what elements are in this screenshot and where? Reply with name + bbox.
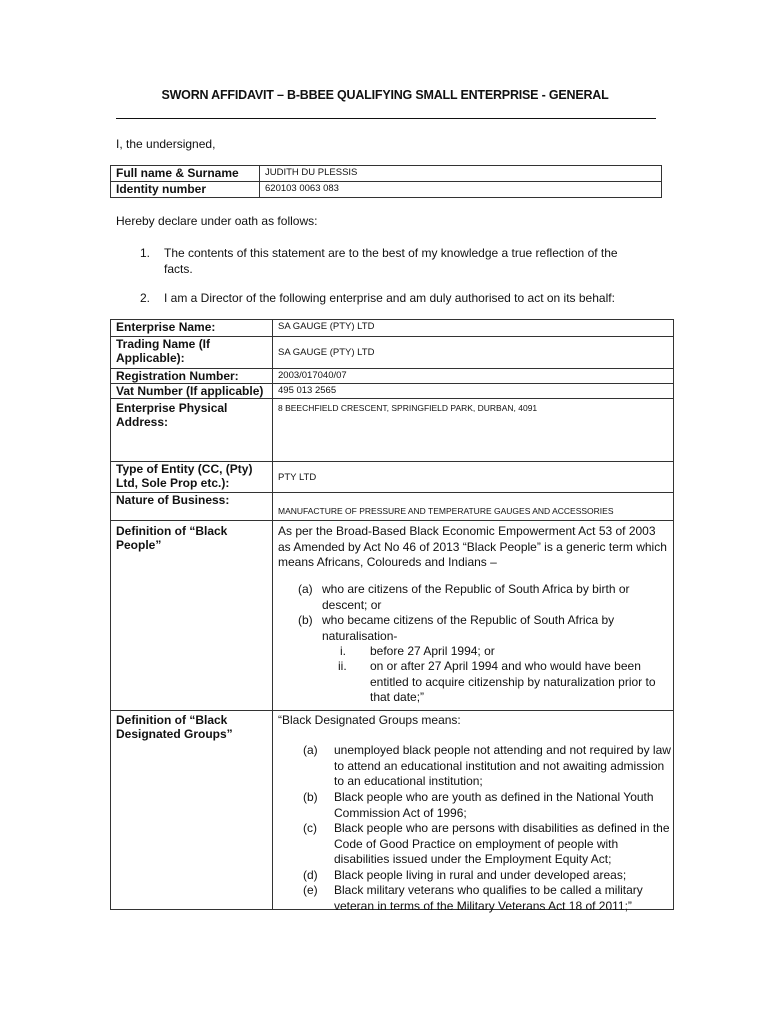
table-row [111, 711, 674, 910]
clause-b-text: who became citizens of the Republic of South Africa by naturalisation- [322, 613, 615, 643]
group-c-text: Black people who are persons with disabilities as defined in the Code of Good Practice on employment of people with disabilities issued under the Employment Equity Act; [334, 821, 670, 866]
designated-groups-intro: “Black Designated Groups means: [278, 713, 461, 727]
statement-number: 1. [140, 246, 151, 260]
black-people-intro: As per the Broad-Based Black Economic Empowerment Act 53 of 2003 as Amended by Act No 46 of 2013 “Black People” is a generic term which means Africans, Coloureds and Indians – [278, 524, 667, 569]
table-row [111, 320, 674, 337]
group-e-text: Black military veterans who qualifies to be called a military veteran in terms of the Military Veterans Act 18 of 2011;” [334, 883, 643, 913]
group-d-mark: (d) [303, 868, 318, 882]
full-name-label: Full name & Surname [111, 166, 260, 182]
enterprise-name-value: SA GAUGE (PTY) LTD [273, 320, 674, 337]
table-row [111, 182, 662, 198]
statement-text: I am a Director of the following enterprise and am duly authorised to act on its behalf: [164, 291, 615, 305]
group-b-mark: (b) [303, 790, 318, 804]
designated-groups-definition [273, 711, 674, 913]
vat-number-label: Vat Number (If applicable) [111, 384, 273, 399]
clause-a-text: who are citizens of the Republic of South Africa by birth or descent; or [322, 582, 630, 612]
enterprise-table [110, 319, 674, 913]
statement-text: The contents of this statement are to the best of my knowledge a true reflection of the facts. [164, 246, 618, 276]
registration-number-label: Registration Number: [111, 369, 273, 384]
table-row [111, 337, 674, 369]
group-e-mark: (e) [303, 883, 318, 897]
trading-name-value: SA GAUGE (PTY) LTD [273, 337, 674, 369]
table-row [111, 384, 674, 399]
table-row [111, 462, 674, 493]
identity-table [110, 165, 662, 198]
document-title: SWORN AFFIDAVIT – B-BBEE QUALIFYING SMALL ENTERPRISE - GENERAL [161, 88, 609, 102]
statement-2 [140, 291, 630, 309]
identity-number-value: 620103 0063 083 [260, 182, 662, 198]
entity-type-label: Type of Entity (CC, (Pty) Ltd, Sole Prop etc.): [111, 462, 273, 493]
subclause-i-text: before 27 April 1994; or [370, 644, 495, 658]
group-a-text: unemployed black people not attending and not required by law to attend an educational institution and not awaiting admission to an educational institution; [334, 743, 671, 788]
physical-address-label: Enterprise Physical Address: [111, 399, 273, 462]
subclause-i-mark: i. [340, 644, 346, 658]
table-row [111, 399, 674, 462]
table-row [111, 166, 662, 182]
black-people-label: Definition of “Black People” [111, 521, 273, 711]
nature-of-business-label: Nature of Business: [111, 493, 273, 521]
vat-number-value: 495 013 2565 [273, 384, 674, 399]
subclause-ii-mark: ii. [338, 659, 347, 673]
title-divider [116, 118, 656, 119]
enterprise-name-label: Enterprise Name: [111, 320, 273, 337]
table-row [111, 493, 674, 521]
statement-number: 2. [140, 291, 151, 305]
group-c-mark: (c) [303, 821, 317, 835]
entity-type-value: PTY LTD [273, 462, 674, 493]
group-a-mark: (a) [303, 743, 318, 757]
identity-number-label: Identity number [111, 182, 260, 198]
table-row [111, 521, 674, 711]
full-name-value: JUDITH DU PLESSIS [260, 166, 662, 182]
group-d-text: Black people living in rural and under developed areas; [334, 868, 627, 882]
registration-number-value: 2003/017040/07 [273, 369, 674, 384]
physical-address-value: 8 BEECHFIELD CRESCENT, SPRINGFIELD PARK, DURBAN, 4091 [273, 399, 674, 462]
clause-b-mark: (b) [298, 613, 313, 627]
clause-a-mark: (a) [298, 582, 313, 596]
table-row [111, 369, 674, 384]
subclause-ii-text: on or after 27 April 1994 and who would have been entitled to acquire citizenship by naturalization prior to that date;” [370, 659, 656, 704]
nature-of-business-value: MANUFACTURE OF PRESSURE AND TEMPERATURE GAUGES AND ACCESSORIES [273, 493, 674, 521]
trading-name-label: Trading Name (If Applicable): [111, 337, 273, 369]
declare-text: Hereby declare under oath as follows: [116, 214, 318, 228]
black-people-definition [273, 521, 674, 711]
designated-groups-label: Definition of “Black Designated Groups” [111, 711, 273, 910]
intro-text: I, the undersigned, [116, 137, 216, 151]
statement-1 [140, 246, 630, 280]
group-b-text: Black people who are youth as defined in the National Youth Commission Act of 1996; [334, 790, 654, 820]
